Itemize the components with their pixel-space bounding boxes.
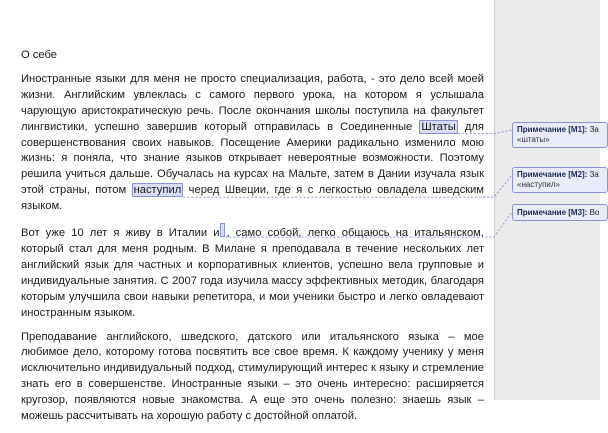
comment-balloon-m3[interactable] [512, 204, 608, 221]
comment-label: Примечание [M2]: [517, 170, 588, 179]
paragraph-3: Преподавание английского, шведского, датского или итальянского языка – мое любимое дело, которому готова посвятить все свое время. К каждому ученику у меня исключительно индивидуальный подход, стимулирующий интерес к языку и стремление знать его в совершенстве. Иностранные языки – это очень интересно: расширяется кругозор, появляются новые знакомства. А еще это очень полезно: знаешь язык – можешь рассчитывать на хорошую работу с достойной оплатой. [21, 330, 484, 423]
paragraph-2-text-b: , само собой, легко общаюсь на итальянском, который стал для меня родным. В Милане я преподавала в течение нескольких лет английский язык для частных и корпоративных клиентов, успешно вела групповые и индивидуальные занятия. С 2007 года изучила массу эффективных методик, благодаря которым улучшила свои навыки репетитора, и мои ученики быстро и легко овладевают иностранным языком. [21, 227, 484, 319]
comment-preview: Во [587, 208, 600, 217]
document-title: О себе [21, 49, 58, 61]
comment-label: Примечание [M3]: [517, 208, 588, 217]
paragraph-1 [21, 72, 484, 215]
paragraph-2 [21, 223, 484, 321]
comment-preview: За [587, 125, 599, 134]
comment-anchor-m3[interactable] [220, 223, 225, 237]
comment-label: Примечание [M1]: [517, 125, 588, 134]
comment-quote: «наступил» [517, 180, 560, 189]
paragraph-2-text-a: Вот уже 10 лет я живу в Италии и [21, 227, 220, 240]
paragraph-1-text-b: для совершенствования своих навыков. Посещение Америки радикально изменило мою жизнь: я поняла, что знание языков открывает невероятные возможности. Поэтому решила учиться дальше. Обучалась на курсах на Мальте, затем в Дании изучала язык этой страны, потом [21, 120, 484, 197]
comment-quote: «штаты» [517, 135, 550, 144]
comment-highlight-m2[interactable]: наступил [133, 184, 182, 197]
comment-margin-pane [494, 0, 600, 400]
comment-balloon-m1[interactable] [512, 122, 608, 148]
paragraph-1-text-c: черед Швеции, где я с легкостью овладела шведским языком. [21, 184, 484, 213]
comment-balloon-m2[interactable] [512, 167, 608, 193]
comment-highlight-m1[interactable]: Штаты [421, 120, 456, 133]
comment-preview: За [587, 170, 599, 179]
paragraph-1-text-a: Иностранные языки для меня не просто специализация, работа, - это дело всей моей жизни. Английским увлеклась с самого первого урока, на котором я услышала чарующую аристократическую речь. После окончания школы поступила на факультет лингвистики, успешно завершив который отправилась в Соединенные [21, 72, 484, 133]
document-body[interactable] [21, 48, 484, 433]
